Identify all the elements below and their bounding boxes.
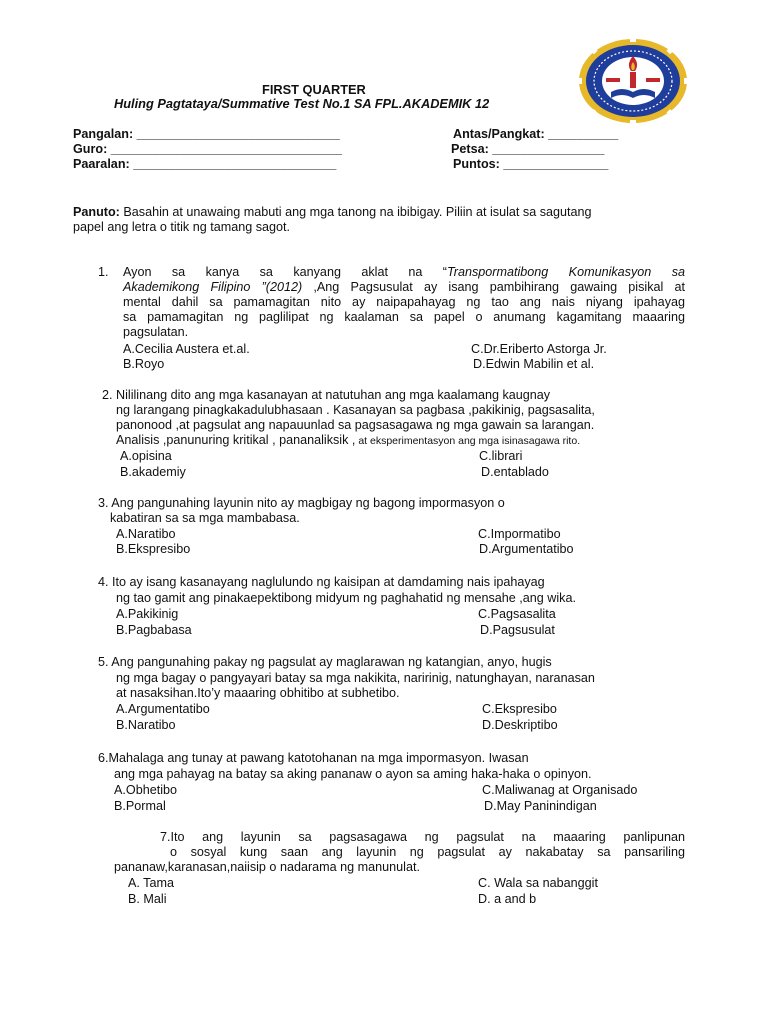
question-text-line: 7.Ito ang layunin sa pagsasagawa ng pagsulat na maaaring panlipunan xyxy=(160,830,685,844)
question-text-line: 5. Ang pangunahing pakay ng pagsulat ay maglarawan ng katangian, anyo, hugis xyxy=(98,655,552,669)
choice-b[interactable]: B.Pagbabasa xyxy=(116,623,192,637)
question-text-line: kabatiran sa sa mga mambabasa. xyxy=(110,511,300,525)
choice-a[interactable]: A.Argumentatibo xyxy=(116,702,210,716)
petsa-field[interactable]: Petsa: ________________ xyxy=(451,142,605,156)
choice-d[interactable]: D.Deskriptibo xyxy=(482,718,558,732)
choice-a[interactable]: A.Cecilia Austera et.al. xyxy=(123,342,250,356)
pangalan-field[interactable]: Pangalan: _____________________________ xyxy=(73,127,340,141)
question-text-line: ang mga pahayag na batay sa aking pananaw o ayon sa aming haka-haka o opinyon. xyxy=(114,767,592,781)
choice-d[interactable]: D.Pagsusulat xyxy=(480,623,555,637)
question-text-line: mental dahil sa pamamagitan nito ay naipapahayag ng tao ang nais niyang ipahayag xyxy=(123,295,685,309)
question-number: 1. xyxy=(98,265,109,279)
test-title: Huling Pagtataya/Summative Test No.1 SA FPL.AKADEMIK 12 xyxy=(114,96,490,111)
instructions-text-1: Basahin at unawaing mabuti ang mga tanong na ibibigay. Piliin at isulat sa sagutang xyxy=(123,205,592,219)
choice-d[interactable]: D.May Paninindigan xyxy=(484,799,597,813)
choice-c[interactable]: C. Wala sa nabanggit xyxy=(478,876,598,890)
choice-b[interactable]: B.Pormal xyxy=(114,799,166,813)
question-text-line: 6.Mahalaga ang tunay at pawang katotohanan na mga impormasyon. Iwasan xyxy=(98,751,529,765)
choice-a[interactable]: A.opisina xyxy=(120,449,172,463)
choice-c[interactable]: C.Maliwanag at Organisado xyxy=(482,783,638,797)
question-text-line: ng tao gamit ang pinakaepektibong midyum ng paghahatid ng mensahe ,ang wika. xyxy=(116,591,576,605)
choice-b[interactable]: B.Ekspresibo xyxy=(116,542,191,556)
question-text-line: ng mga bagay o pangyayari batay sa mga nakikita, naririnig, natunghayan, naranasan xyxy=(116,671,595,685)
question-text-line: 3. Ang pangunahing layunin nito ay magbigay ng bagong impormasyon o xyxy=(98,496,505,510)
choice-c[interactable]: C.Pagsasalita xyxy=(478,607,556,621)
choice-b[interactable]: B. Mali xyxy=(128,892,167,906)
question-text-line: sa pamamagitan ng paglilipat ng kaalaman sa papel o anumang kagamitang maaaring xyxy=(123,310,685,324)
choice-a[interactable]: A.Pakikinig xyxy=(116,607,179,621)
question-text-line: at nasaksihan.Ito’y maaaring obhitibo at subhetibo. xyxy=(116,686,400,700)
question-text-line: o sosyal kung saan ang layunin ng pagsulat ay nakabatay sa pansariling xyxy=(170,845,685,859)
choice-a[interactable]: A.Naratibo xyxy=(116,527,176,541)
question-text-line: ng larangang pinagkakadulubhasaan . Kasanayan sa pagbasa ,pakikinig, pagsasalita, xyxy=(116,403,595,417)
choice-a[interactable]: A.Obhetibo xyxy=(114,783,178,797)
question-text-line: 4. Ito ay isang kasanayang naglulundo ng kaisipan at damdaming nais ipahayag xyxy=(98,575,545,589)
choice-d[interactable]: D.Argumentatibo xyxy=(479,542,574,556)
antas-pangkat-field[interactable]: Antas/Pangkat: __________ xyxy=(453,127,619,141)
choice-c[interactable]: C.librari xyxy=(479,449,523,463)
quarter-heading: FIRST QUARTER xyxy=(262,82,366,97)
choice-d[interactable]: D.entablado xyxy=(481,465,549,479)
question-text-line: 2. Nililinang dito ang mga kasanayan at natutuhan ang mga kaalamang kaugnay xyxy=(102,388,551,402)
choice-c[interactable]: C.Ekspresibo xyxy=(482,702,557,716)
choice-b[interactable]: B.Naratibo xyxy=(116,718,176,732)
puntos-field[interactable]: Puntos: _______________ xyxy=(453,157,609,171)
choice-c[interactable]: C.Dr.Eriberto Astorga Jr. xyxy=(471,342,607,356)
choice-c[interactable]: C.Impormatibo xyxy=(478,527,561,541)
question-text-line: Akademikong Filipino ”(2012) ,Ang Pagsusulat ay isang pambihirang gawaing pisikal at xyxy=(123,280,685,294)
choice-b[interactable]: B.akademiy xyxy=(120,465,186,479)
instructions-label: Panuto: xyxy=(73,205,120,219)
choice-b[interactable]: B.Royo xyxy=(123,357,165,371)
question-text-line: pananaw,karanasan,naiisip o nadarama ng manunulat. xyxy=(114,860,420,874)
question-text-line: Analisis ,panunuring kritikal , pananaliksik , at eksperimentasyon ang mga isinasagawa rito. xyxy=(116,433,581,447)
choice-a[interactable]: A. Tama xyxy=(128,876,174,890)
school-seal-icon xyxy=(578,38,688,124)
paaralan-field[interactable]: Paaralan: _____________________________ xyxy=(73,157,337,171)
choice-d[interactable]: D.Edwin Mabilin et al. xyxy=(473,357,595,371)
guro-field[interactable]: Guro: _________________________________ xyxy=(73,142,342,156)
instructions-line-1 xyxy=(73,205,592,219)
question-text-line: pagsulatan. xyxy=(123,325,189,339)
instructions-line-2: papel ang letra o titik ng tamang sagot. xyxy=(73,220,291,234)
question-text-line: panonood ,at pagsulat ang napauunlad sa pagsasagawa ng mga gawain sa larangan. xyxy=(116,418,595,432)
question-text-line: Ayon sa kanya sa kanyang aklat na “Transpormatibong Komunikasyon sa xyxy=(123,265,685,279)
choice-d[interactable]: D. a and b xyxy=(478,892,537,906)
